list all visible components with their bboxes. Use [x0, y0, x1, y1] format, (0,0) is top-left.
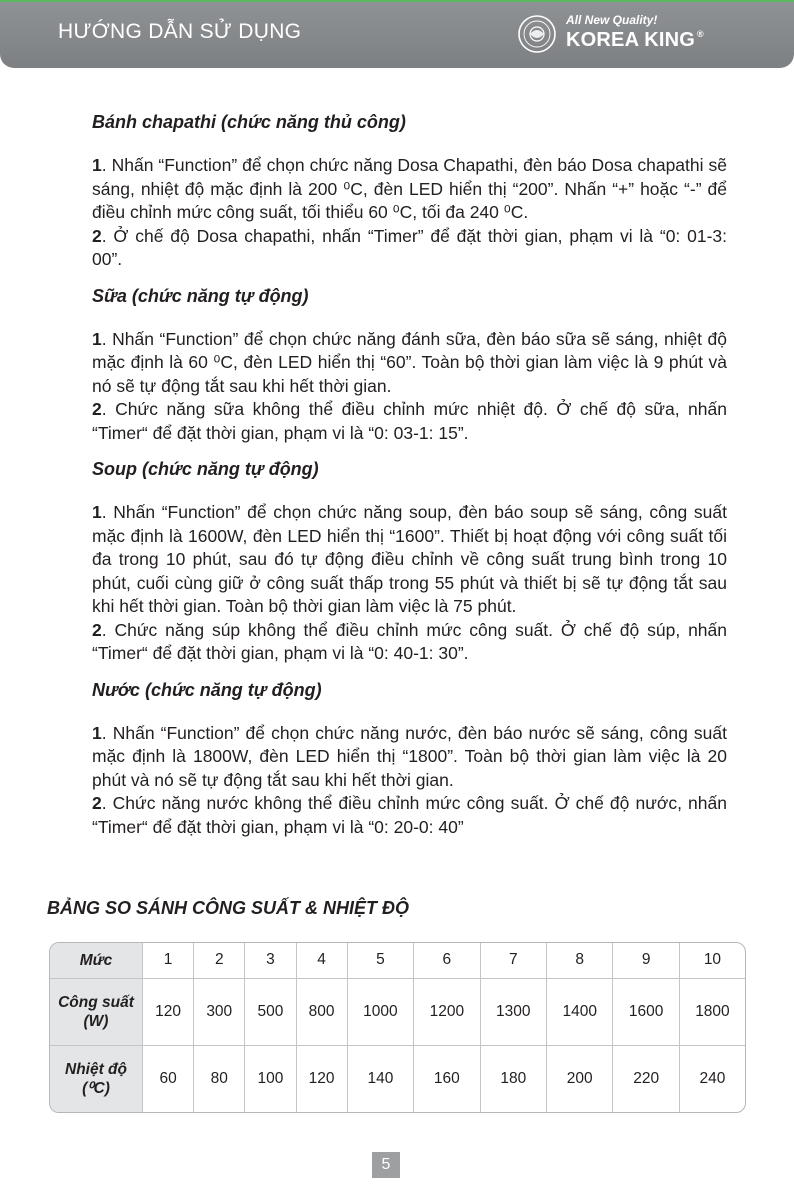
step-number: 2 — [92, 399, 102, 419]
instruction-step — [92, 154, 727, 225]
table-cell: 300 — [194, 978, 245, 1045]
step-separator: . — [101, 328, 107, 349]
step-text: Nhấn “Function” để chọn chức năng soup, đèn báo soup sẽ sáng, công suất mặc định là 1600W, đèn LED hiển thị “1600”. Thiết bị hoạt động với công suất tối đa trong 10 phút, sau đó tự động điều chỉnh về công suất trung bình trong 10 phút, cuối cùng giữ ở công suất thấp trong 55 phút và thiết bị sẽ tự động tắt sau khi hết thời gian. Toàn bộ thời gian làm việc là 75 phút. — [92, 502, 727, 616]
instructions-content — [92, 110, 727, 851]
comparison-table-title: BẢNG SO SÁNH CÔNG SUẤT & NHIỆT ĐỘ — [47, 898, 410, 918]
logo-tagline: All New Quality! — [566, 13, 658, 27]
table-cell: 6 — [414, 943, 480, 978]
step-number: 1 — [92, 155, 102, 175]
logo-brand-text: KOREA KING — [566, 29, 696, 51]
row-header — [50, 978, 143, 1045]
table-cell: 120 — [296, 1046, 347, 1112]
table-cell: 9 — [613, 943, 679, 978]
table-cell: 140 — [347, 1046, 413, 1112]
step-text: Nhấn “Function” để chọn chức năng Dosa Chapathi, đèn báo Dosa chapathi sẽ sáng, nhiệt độ mặc định là 200 ⁰C, đèn LED hiển thị “200”. Nhấn “+” hoặc “-” để điều chỉnh mức công suất, tối thiểu 60 ⁰C, tối đa 240 ⁰C. — [92, 155, 727, 222]
section-title: Bánh chapathi (chức năng thủ công) — [92, 112, 406, 132]
table-cell: 1600 — [613, 978, 679, 1045]
section-milk — [92, 284, 727, 446]
step-text: Chức năng súp không thể điều chỉnh mức công suất. Ở chế độ súp, nhấn “Timer“ để đặt thời gian, phạm vi là “0: 40-1: 30”. — [92, 619, 727, 663]
step-number: 2 — [92, 225, 102, 246]
table-cell: 7 — [480, 943, 546, 978]
table-cell: 240 — [699, 1070, 726, 1088]
step-number: 1 — [92, 502, 102, 522]
power-temperature-table — [49, 942, 746, 1113]
section-title: Sữa (chức năng tự động) — [92, 285, 309, 306]
table-cell: 1800 — [679, 978, 745, 1045]
step-text: Nhấn “Function” để chọn chức năng nước, đèn báo nước sẽ sáng, công suất mặc định là 1800W, đèn LED hiển thị “1800”. Toàn bộ thời gian làm việc là 20 phút và nó sẽ tự động tắt sau khi hết thời gian. — [92, 722, 727, 790]
table-cell: 1200 — [414, 978, 480, 1045]
page-number: 5 — [372, 1152, 400, 1178]
instruction-step — [92, 722, 727, 793]
section-title: Nước (chức năng tự động) — [92, 679, 322, 700]
step-number: 2 — [92, 619, 102, 640]
section-title: Soup (chức năng tự động) — [92, 459, 319, 479]
table-cell: 8 — [547, 943, 613, 978]
table-cell: 1000 — [347, 978, 413, 1045]
step-separator: . — [101, 793, 107, 813]
table-cell: 500 — [245, 978, 296, 1045]
step-separator: . — [101, 155, 107, 175]
instruction-step — [92, 792, 727, 839]
table-cell: 1 — [143, 943, 194, 978]
step-text: Chức năng sữa không thể điều chỉnh mức nhiệt độ. Ở chế độ sữa, nhấn “Timer“ để đặt thời gian, phạm vi là “0: 03-1: 15”. — [92, 399, 727, 443]
table-cell: 200 — [547, 1046, 613, 1112]
table-cell: 1300 — [480, 978, 546, 1045]
table-row-power — [50, 978, 745, 1045]
step-number: 1 — [92, 722, 102, 743]
table-cell: 2 — [194, 943, 245, 978]
step-separator: . — [101, 722, 107, 743]
table-cell: 3 — [245, 943, 296, 978]
step-separator: . — [101, 502, 107, 522]
instruction-step — [92, 501, 727, 619]
row-header-unit: (W) — [83, 1012, 109, 1030]
section-water — [92, 678, 727, 840]
logo-brand — [566, 29, 704, 52]
table-cell: 1400 — [547, 978, 613, 1045]
header-title: HƯỚNG DẪN SỬ DỤNG — [58, 20, 302, 43]
table-cell: 5 — [347, 943, 413, 978]
section-soup — [92, 457, 727, 666]
registered-mark: ® — [697, 29, 704, 39]
step-text: Chức năng nước không thể điều chỉnh mức công suất. Ở chế độ nước, nhấn “Timer“ để đặt thời gian, phạm vi là “0: 20-0: 40” — [92, 793, 727, 837]
row-header — [50, 1046, 143, 1112]
table-cell: 160 — [414, 1046, 480, 1112]
table-cell: 180 — [480, 1046, 546, 1112]
row-header-unit: (⁰C) — [82, 1080, 110, 1098]
step-separator: . — [101, 399, 107, 419]
table-cell: 4 — [296, 943, 347, 978]
row-header-label: Công suất — [58, 993, 134, 1011]
brand-seal-icon — [517, 14, 557, 54]
page-header — [0, 0, 794, 68]
section-chapathi — [92, 110, 727, 272]
row-header-label: Nhiệt độ — [65, 1061, 127, 1079]
instruction-step — [92, 328, 727, 399]
step-separator: . — [101, 225, 107, 246]
table-cell: 120 — [143, 978, 194, 1045]
instruction-step — [92, 619, 727, 666]
row-header — [50, 943, 143, 978]
step-text: Ở chế độ Dosa chapathi, nhấn “Timer” để đặt thời gian, phạm vi là “0: 01-3: 00”. — [92, 225, 727, 269]
table-row-level — [50, 943, 745, 978]
step-separator: . — [101, 619, 107, 640]
table-cell: 800 — [296, 978, 347, 1045]
table-cell: 100 — [245, 1046, 296, 1112]
table-cell: 60 — [143, 1046, 194, 1112]
step-number: 1 — [92, 328, 102, 349]
instruction-step — [92, 225, 727, 272]
table-cell: 220 — [613, 1046, 679, 1112]
row-header-label: Mức — [79, 951, 113, 969]
instruction-step — [92, 398, 727, 445]
table-cell: 80 — [194, 1046, 245, 1112]
step-number: 2 — [92, 793, 102, 813]
table-row-temperature — [50, 1046, 745, 1112]
step-text: Nhấn “Function” để chọn chức năng đánh sữa, đèn báo sữa sẽ sáng, nhiệt độ mặc định là 60 ⁰C, đèn LED hiển thị “60”. Toàn bộ thời gian làm việc là 9 phút và nó sẽ tự động tắt sau khi hết thời gian. — [92, 328, 727, 396]
table-cell: 10 — [679, 943, 745, 978]
